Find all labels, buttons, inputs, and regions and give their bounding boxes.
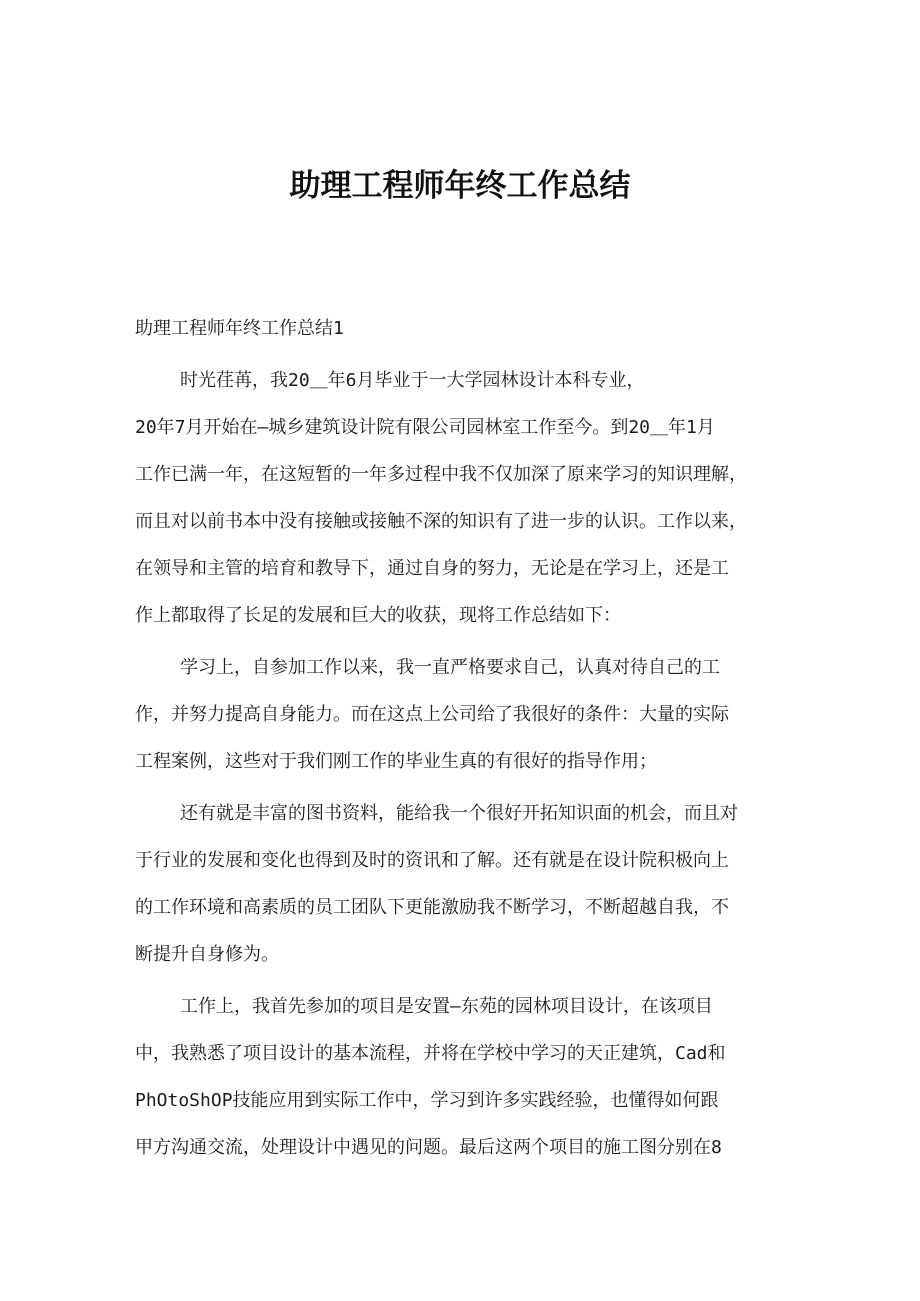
paragraph-line: 在领导和主管的培育和教导下，通过自身的努力，无论是在学习上，还是工 <box>135 558 729 579</box>
paragraph-line: 中，我熟悉了项目设计的基本流程，并将在学校中学习的天正建筑，Cad和 <box>135 1043 726 1064</box>
paragraph-line: 工作已满一年，在这短暂的一年多过程中我不仅加深了原来学习的知识理解， <box>135 464 747 485</box>
paragraph-line: 作上都取得了长足的发展和巨大的收获，现将工作总结如下： <box>135 605 621 626</box>
paragraph-line: 于行业的发展和变化也得到及时的资讯和了解。还有就是在设计院积极向上 <box>135 850 729 871</box>
section-heading: 助理工程师年终工作总结1 <box>135 318 344 339</box>
paragraph-line: 还有就是丰富的图书资料，能给我一个很好开拓知识面的机会，而且对 <box>180 803 738 824</box>
paragraph-line: 时光荏苒，我20＿年6月毕业于一大学园林设计本科专业， <box>180 370 645 391</box>
paragraph-line: 学习上，自参加工作以来，我一直严格要求自己，认真对待自己的工 <box>180 657 720 678</box>
paragraph-line: 而且对以前书本中没有接触或接触不深的知识有了进一步的认识。工作以来， <box>135 511 747 532</box>
paragraph-line: 作，并努力提高自身能力。而在这点上公司给了我很好的条件：大量的实际 <box>135 704 729 725</box>
paragraph-line: 甲方沟通交流，处理设计中遇见的问题。最后这两个项目的施工图分别在8 <box>135 1137 722 1158</box>
paragraph-line: 断提升自身修为。 <box>135 944 279 965</box>
paragraph-line: PhOtoShOP技能应用到实际工作中，学习到许多实践经验，也懂得如何跟 <box>135 1090 719 1111</box>
paragraph-line: 的工作环境和高素质的员工团队下更能激励我不断学习，不断超越自我，不 <box>135 897 729 918</box>
paragraph-line: 工程案例，这些对于我们刚工作的毕业生真的有很好的指导作用； <box>135 751 657 772</box>
paragraph-line: 工作上，我首先参加的项目是安置—东苑的园林项目设计，在该项目 <box>180 996 713 1017</box>
document-title: 助理工程师年终工作总结 <box>289 168 631 204</box>
paragraph-line: 20年7月开始在—城乡建筑设计院有限公司园林室工作至今。到20＿年1月 <box>135 417 715 438</box>
